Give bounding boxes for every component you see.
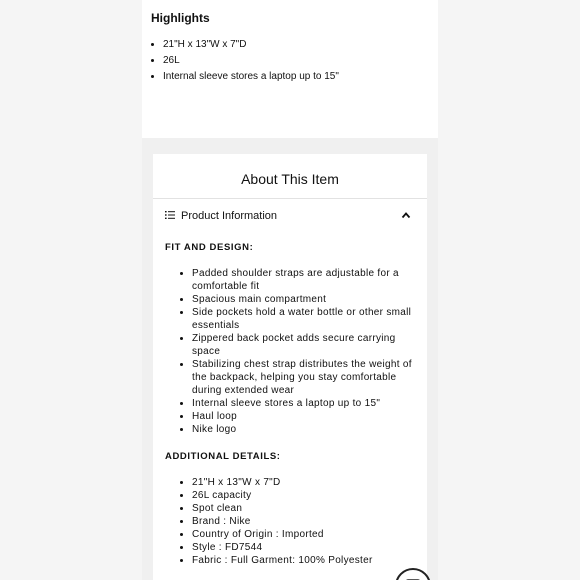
list-item: • Fabric : Full Garment: 100% Polyester: [192, 554, 424, 567]
list-item: • Internal sleeve stores a laptop up to 15": [163, 69, 433, 85]
list-item: • 21"H x 13"W x 7"D: [192, 476, 424, 489]
additional-details-heading: ADDITIONAL DETAILS:: [165, 451, 281, 462]
highlights-title: Highlights: [151, 11, 210, 25]
list-item: • 26L: [163, 53, 433, 69]
product-information-accordion[interactable]: [153, 199, 427, 233]
list-item: • Country of Origin : Imported: [192, 528, 424, 541]
highlights-section: [142, 0, 438, 138]
fit-and-design-heading: FIT AND DESIGN:: [165, 242, 254, 253]
list-item: • Stabilizing chest strap distributes the weight of the backpack, helping you stay comfortable during extended wear: [192, 358, 424, 397]
list-item: • Nike logo: [192, 423, 424, 436]
list-item: • Style : FD7544: [192, 541, 424, 554]
list-item: • Spot clean: [192, 502, 424, 515]
list-item: • Padded shoulder straps are adjustable for a comfortable fit: [192, 267, 424, 293]
list-item: • Zippered back pocket adds secure carrying space: [192, 332, 424, 358]
list-item: • 26L capacity: [192, 489, 424, 502]
additional-details-list: [180, 476, 424, 567]
about-this-item-card: [153, 154, 427, 580]
product-information-title: Product Information: [181, 210, 277, 222]
list-item: • 21"H x 13"W x 7"D: [163, 37, 433, 53]
list-item: • Internal sleeve stores a laptop up to 15": [192, 397, 424, 410]
product-details-column: [142, 0, 438, 580]
chevron-up-icon[interactable]: [401, 211, 411, 219]
list-item: • Brand : Nike: [192, 515, 424, 528]
list-item: • Side pockets hold a water bottle or other small essentials: [192, 306, 424, 332]
about-this-item-title: About This Item: [241, 171, 339, 187]
list-item: • Haul loop: [192, 410, 424, 423]
highlights-list: [151, 37, 433, 85]
list-item: • Spacious main compartment: [192, 293, 424, 306]
list-icon: [165, 210, 175, 220]
fit-and-design-list: [180, 267, 424, 436]
